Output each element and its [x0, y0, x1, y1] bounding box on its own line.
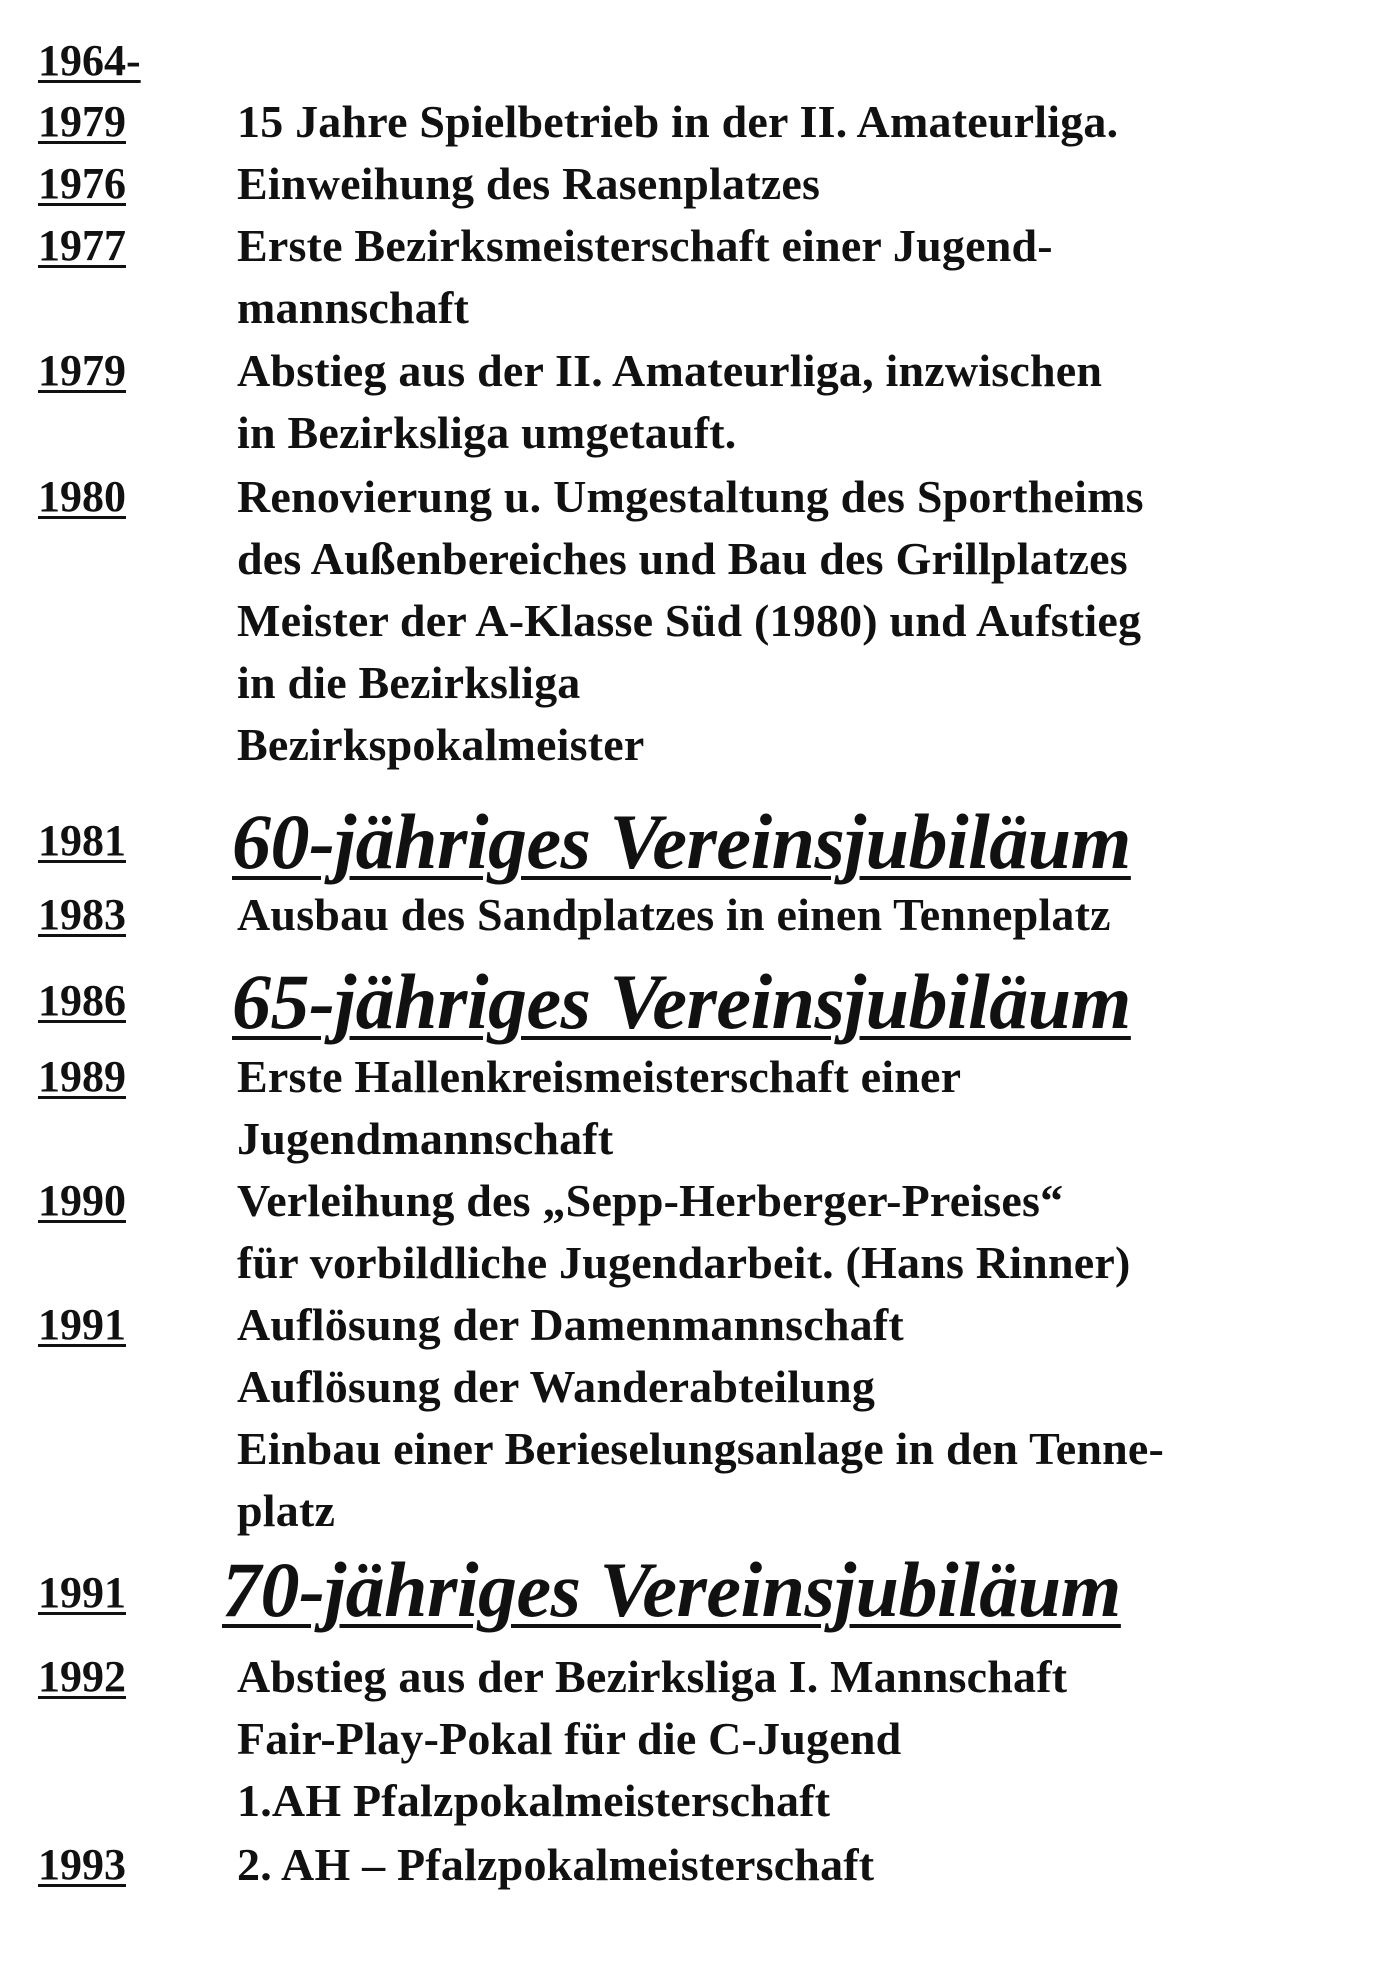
entry-text: [237, 153, 1357, 215]
entry-line: Abstieg aus der Bezirksliga I. Mannschaft: [237, 1651, 1068, 1702]
entry-line: Einweihung des Rasenplatzes: [237, 158, 821, 209]
entry-text: [237, 1294, 1357, 1542]
entry-year: 1977: [38, 221, 126, 270]
entry-year: 1983: [38, 890, 126, 939]
entry-text: [237, 466, 1357, 776]
entry-line: platz: [237, 1485, 336, 1536]
entry-line: in die Bezirksliga: [237, 657, 581, 708]
entry-line: Jugendmannschaft: [237, 1113, 614, 1164]
entry-year: 1992: [38, 1652, 126, 1701]
entry-text: [237, 1834, 1357, 1896]
anniversary-headline: 60-jähriges Vereinsjubiläum: [232, 798, 1131, 885]
entry-line: Bezirkspokalmeister: [237, 719, 645, 770]
entry-year: 1981: [38, 816, 126, 865]
entry-line: Auflösung der Damenmannschaft: [237, 1299, 904, 1350]
entry-line: Einbau einer Berieselungsanlage in den Tenne-: [237, 1423, 1165, 1474]
entry-line: Meister der A-Klasse Süd (1980) und Aufstieg: [237, 595, 1142, 646]
entry-line: Auflösung der Wanderabteilung: [237, 1361, 876, 1412]
entry-year: 1989: [38, 1052, 126, 1101]
entry-line: in Bezirksliga umgetauft.: [237, 407, 737, 458]
entry-year: 1991: [38, 1568, 126, 1617]
entry-line: Renovierung u. Umgestaltung des Sportheims: [237, 471, 1144, 522]
entry-text: [237, 1046, 1357, 1170]
entry-line: 2. AH – Pfalzpokalmeisterschaft: [237, 1839, 875, 1890]
entry-text: [237, 1170, 1357, 1294]
entry-year: 1964-: [38, 36, 141, 85]
entry-year: 1986: [38, 976, 126, 1025]
entry-year: 1979: [38, 97, 126, 146]
entry-line: Fair-Play-Pokal für die C-Jugend: [237, 1713, 902, 1764]
anniversary-headline: 65-jähriges Vereinsjubiläum: [232, 958, 1131, 1045]
entry-line: des Außenbereiches und Bau des Grillplatzes: [237, 533, 1128, 584]
anniversary-headline: 70-jähriges Vereinsjubiläum: [222, 1546, 1121, 1633]
entry-year: 1991: [38, 1300, 126, 1349]
entry-year: 1980: [38, 472, 126, 521]
entry-text: [237, 1646, 1357, 1832]
entry-line: Abstieg aus der II. Amateurliga, inzwischen: [237, 345, 1103, 396]
entry-text: [237, 215, 1357, 339]
entry-year: 1976: [38, 159, 126, 208]
entry-year: 1979: [38, 346, 126, 395]
entry-line: Erste Bezirksmeisterschaft einer Jugend-: [237, 220, 1053, 271]
entry-line: Verleihung des „Sepp-Herberger-Preises“: [237, 1175, 1064, 1226]
entry-year: 1993: [38, 1840, 126, 1889]
entry-line: 15 Jahre Spielbetrieb in der II. Amateurliga.: [237, 96, 1119, 147]
entry-text: [237, 884, 1357, 946]
entry-year: 1990: [38, 1176, 126, 1225]
entry-line: Erste Hallenkreismeisterschaft einer: [237, 1051, 962, 1102]
entry-line: mannschaft: [237, 282, 470, 333]
entry-line: Ausbau des Sandplatzes in einen Tenneplatz: [237, 889, 1111, 940]
entry-line: für vorbildliche Jugendarbeit. (Hans Rinner): [237, 1237, 1131, 1288]
entry-text: [237, 340, 1357, 464]
entry-text: [237, 91, 1357, 153]
entry-line: 1.AH Pfalzpokalmeisterschaft: [237, 1775, 831, 1826]
